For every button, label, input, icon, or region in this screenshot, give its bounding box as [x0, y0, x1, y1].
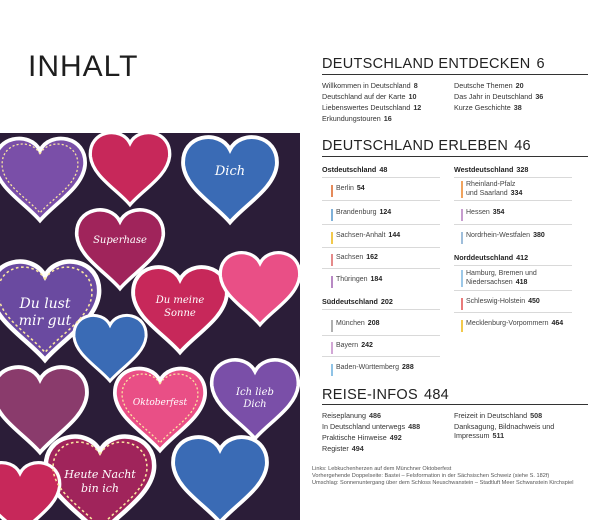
section-heading-infos[interactable]: REISE-INFOS 484: [322, 387, 450, 403]
toc-subentry[interactable]: Rheinland-Pfalz und Saarland 334: [466, 181, 522, 198]
divider: [454, 290, 572, 291]
divider: [322, 177, 440, 178]
divider: [454, 177, 572, 178]
toc-entry[interactable]: Willkommen in Deutschland 8: [322, 81, 418, 90]
svg-text:Heute Nacht: Heute Nacht: [64, 468, 136, 481]
toc-subentry[interactable]: Brandenburg 124: [336, 209, 391, 218]
divider: [454, 224, 572, 225]
region-heading-ost[interactable]: Ostdeutschland 48: [322, 165, 388, 174]
toc-subentry[interactable]: Baden-Württemberg 288: [336, 364, 414, 373]
divider: [322, 200, 440, 201]
toc-subentry[interactable]: Hamburg, Bremen und Niedersachsen 418: [466, 270, 537, 287]
color-marker: [461, 270, 463, 287]
divider: [322, 356, 440, 357]
photo-captions: [312, 466, 597, 488]
color-marker: [331, 342, 333, 354]
toc-entry[interactable]: Kurze Geschichte 38: [454, 103, 522, 112]
svg-text:Du lust: Du lust: [19, 296, 71, 312]
color-marker: [461, 298, 463, 310]
svg-text:Ich lieb: Ich lieb: [236, 387, 274, 398]
toc-subentry[interactable]: Mecklenburg-Vorpommern 464: [466, 320, 563, 329]
section-heading-erleben[interactable]: DEUTSCHLAND ERLEBEN 46: [322, 138, 531, 154]
divider: [322, 224, 440, 225]
section-rule: [322, 74, 588, 75]
svg-text:Superhase: Superhase: [93, 235, 147, 246]
divider: [454, 200, 572, 201]
toc-entry[interactable]: Freizeit in Deutschland 508: [454, 411, 543, 420]
toc-subentry[interactable]: Bayern 242: [336, 342, 373, 351]
divider: [322, 268, 440, 269]
toc-subentry[interactable]: Sachsen-Anhalt 144: [336, 232, 400, 241]
svg-text:Dich: Dich: [214, 164, 246, 179]
caption-line: Umschlag: Sonnenuntergang über dem Schloss Neuschwanstein – Stadtluft Meer Schwanstein Kirchspiel: [312, 480, 574, 487]
toc-subentry[interactable]: Sachsen 162: [336, 254, 378, 263]
color-marker: [461, 209, 463, 221]
divider: [454, 312, 572, 313]
toc-subentry[interactable]: Nordrhein-Westfalen 380: [466, 232, 545, 241]
color-marker: [331, 232, 333, 244]
color-marker: [461, 320, 463, 332]
toc-entry[interactable]: Erkundungstouren 16: [322, 114, 392, 123]
color-marker: [331, 364, 333, 376]
svg-text:Sonne: Sonne: [164, 308, 196, 319]
color-marker: [461, 181, 463, 198]
toc-entry[interactable]: Deutsche Themen 20: [454, 81, 524, 90]
toc-entry[interactable]: Praktische Hinweise 492: [322, 433, 402, 442]
toc-entry[interactable]: Impressum 511: [454, 431, 505, 440]
region-heading-west[interactable]: Westdeutschland 328: [454, 165, 529, 174]
svg-text:bin ich: bin ich: [81, 482, 119, 495]
color-marker: [331, 209, 333, 221]
toc-subentry[interactable]: München 208: [336, 320, 379, 329]
divider: [454, 265, 572, 266]
toc-entry[interactable]: Deutschland auf der Karte 10: [322, 92, 417, 101]
toc-entry[interactable]: Reiseplanung 486: [322, 411, 381, 420]
gingerbread-hearts-photo: [0, 133, 300, 520]
svg-text:mir gut: mir gut: [18, 313, 72, 329]
toc-entry[interactable]: In Deutschland unterwegs 488: [322, 422, 421, 431]
divider: [322, 335, 440, 336]
toc-subentry[interactable]: Schleswig-Holstein 450: [466, 298, 540, 307]
caption-line: Vorhergehende Doppelseite: Bastei – Felsformation in der Sächsischen Schweiz (siehe S. 182f): [312, 473, 550, 480]
toc-entry[interactable]: Danksagung, Bildnachweis und: [454, 422, 555, 431]
toc-subentry[interactable]: Hessen 354: [466, 209, 504, 218]
color-marker: [331, 185, 333, 197]
color-marker: [331, 276, 333, 288]
svg-text:Oktoberfest: Oktoberfest: [132, 398, 188, 408]
toc-subentry[interactable]: Berlin 54: [336, 185, 365, 194]
color-marker: [331, 320, 333, 332]
section-heading-entdecken[interactable]: DEUTSCHLAND ENTDECKEN 6: [322, 56, 545, 72]
section-rule: [322, 404, 588, 405]
svg-text:Du meine: Du meine: [155, 295, 205, 306]
toc-subentry[interactable]: Thüringen 184: [336, 276, 382, 285]
region-heading-sued[interactable]: Süddeutschland 202: [322, 297, 393, 306]
svg-text:Dich: Dich: [243, 399, 267, 410]
divider: [322, 247, 440, 248]
region-heading-nord[interactable]: Norddeutschland 412: [454, 253, 529, 262]
toc-entry[interactable]: Liebenswertes Deutschland 12: [322, 103, 422, 112]
caption-line: Links: Lebkuchenherzen auf dem Münchner Oktoberfest: [312, 466, 452, 472]
section-rule: [322, 156, 588, 157]
page-title: INHALT: [28, 50, 139, 83]
toc-entry[interactable]: Register 494: [322, 444, 364, 453]
color-marker: [331, 254, 333, 266]
divider: [322, 309, 440, 310]
toc-entry[interactable]: Das Jahr in Deutschland 36: [454, 92, 544, 101]
color-marker: [461, 232, 463, 244]
